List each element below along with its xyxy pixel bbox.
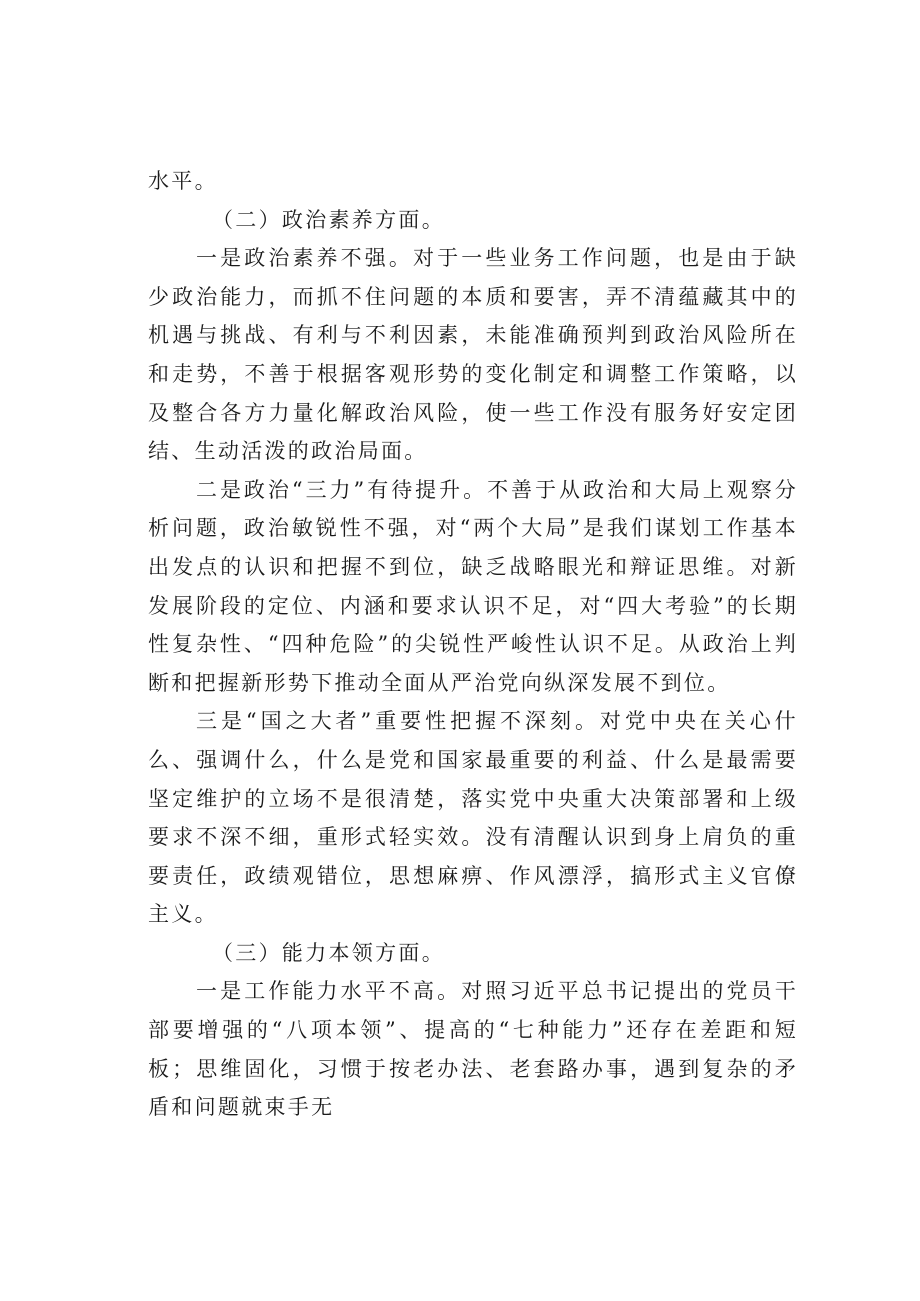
section-heading-political-quality: （二）政治素养方面。 [212,207,445,232]
paragraph-political-quality-3: 三是“国之大者”重要性把握不深刻。对党中央在关心什么、强调什么，什么是党和国家最重要的利益、什么是最需要坚定维护的立场不是很清楚，落实党中央重大决策部署和上级要求不深不细，重形式轻实效。没有清醒认识到身上肩负的重要责任，政绩观错位，思想麻痹、作风漂浮，搞形式主义官僚主义。 [148,709,798,927]
section-heading-ability: （三）能力本领方面。 [212,940,445,965]
paragraph-ability-1: 一是工作能力水平不高。对照习近平总书记提出的党员干部要增强的“八项本领”、提高的“七种能力”还存在差距和短板；思维固化，习惯于按老办法、老套路办事，遇到复杂的矛盾和问题就束手无 [148,979,798,1120]
paragraph-continuation: 水平。 [148,169,218,193]
document-page [148,162,798,1127]
paragraph-political-quality-1: 一是政治素养不强。对于一些业务工作问题，也是由于缺少政治能力，而抓不住问题的本质和要害，弄不清蕴藏其中的机遇与挑战、有利与不利因素，未能准确预判到政治风险所在和走势，不善于根据客观形势的变化制定和调整工作策略，以及整合各方力量化解政治风险，使一些工作没有服务好安定团结、生动活泼的政治局面。 [148,246,798,464]
paragraph-political-quality-2: 二是政治“三力”有待提升。不善于从政治和大局上观察分析问题，政治敏锐性不强，对“两个大局”是我们谋划工作基本出发点的认识和把握不到位，缺乏战略眼光和辩证思维。对新发展阶段的定位、内涵和要求认识不足，对“四大考验”的长期性复杂性、“四种危险”的尖锐性严峻性认识不足。从政治上判断和把握新形势下推动全面从严治党向纵深发展不到位。 [148,477,798,695]
